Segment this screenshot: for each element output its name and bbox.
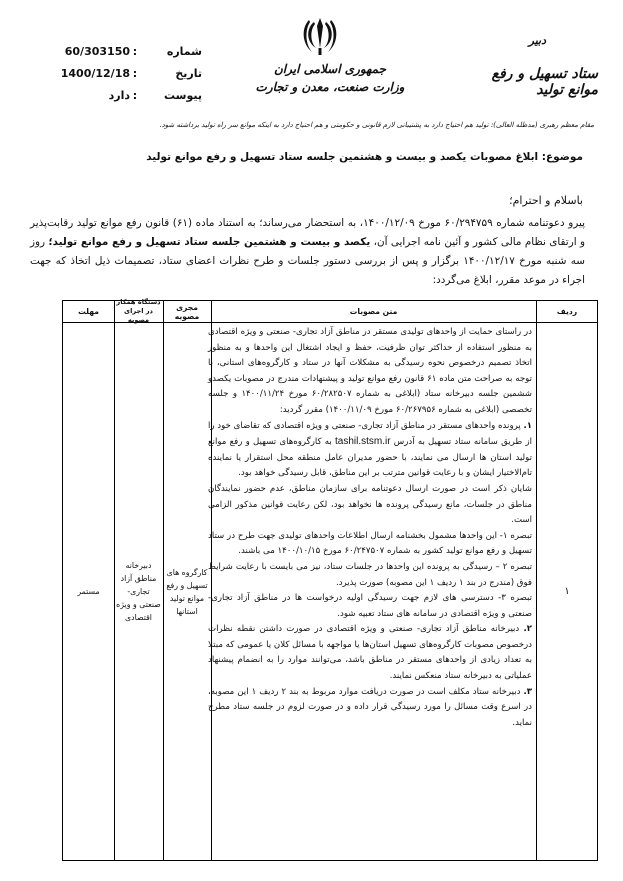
resolution-intro: در راستای حمایت از واحدهای تولیدی مستقر در مناطق آزاد تجاری- صنعتی و ویژه اقتصادی به منظور استفاده از حداکثر توان ظرفیت، حفظ و ایجاد اشتغال این واحدها و به منظور اتخاذ تصمیم درخصوص نحوه رسیدگی به مشکلات آنها در ستاد و کارگروه‌های استانی، با توجه به صراحت متن ماده ۶۱ قانون رفع موانع تولید و پیشنهادات مندرج در مصوبات یکصدو ششمین جلسه دبیرخانه ستاد (ابلاغی به شماره ۶۰/۲۸۲۵۰۷ مورخ ۱۴۰۰/۱۱/۲۴ و جلسه تخصصی (ابلاغی به شماره ۶۰/۲۶۷۹۵۶ مورخ ۱۴۰۰/۱۱/۰۹) مقرر گردید: xyxy=(208,327,533,415)
hq-logo xyxy=(470,32,598,96)
number-row xyxy=(52,40,202,62)
clause-2 xyxy=(208,622,532,684)
greeting: باسلام و احترام؛ xyxy=(509,194,583,207)
intro-paragraph xyxy=(30,214,585,290)
executor-cell: کارگروه های تسهیل و رفع موانع تولید استانها xyxy=(166,567,208,616)
intro-text-1: پیرو دعوتنامه شماره ۶۰/۲۹۴۷۵۹ مورخ ۱۴۰۰/۱۲/۰۹، به استحضار می‌رساند؛ به استناد ماده (۶۱) قانون رفع موانع تولید رقابت‌پذیر و ارتقای نظام مالی کشور و آئین نامه اجرایی آن، xyxy=(30,217,585,248)
clause-1-text-a: پرونده واحدهای مستقر در مناطق آزاد تجاری- صنعتی و ویژه اقتصادی که تقاضای خود را از طریق سامانه ستاد تسهیل به آدرس xyxy=(208,420,532,448)
column-divider xyxy=(163,301,164,860)
clause-2-text: دبیرخانه مناطق آزاد تجاری- صنعتی و ویژه اقتصادی در صورت داشتن نقطه نظرات درخصوص مصوبات کارگروه‌های تسهیل استان‌ها یا مواجهه با مسائل کلان یا عمومی که مبتلا به تعداد زیادی از واحدهای مستقر در مناطق باشد، می‌توانند موارد را به انضمام پیشنهاد عملیاتی به دبیرخانه ستاد منعکس نمایند. xyxy=(208,624,532,682)
clause-3 xyxy=(208,685,532,732)
letter-date: 1400/12/18 xyxy=(60,66,130,80)
hq-secretary: دبیر xyxy=(528,34,546,47)
note-3: تبصره ۳- دسترسی های لازم جهت رسیدگی اولیه درخواست ها در مناطق آزاد تجاری- صنعتی و ویژه اقتصادی در سامانه های ستاد تعبیه شود. xyxy=(208,593,533,619)
resolution-text-cell xyxy=(208,325,532,731)
clause-number: ۱. xyxy=(523,420,532,431)
clause-number: ۳. xyxy=(523,686,532,697)
header-row-number: ردیف xyxy=(536,301,598,323)
leader-quote: مقام معظم رهبری (مدظله العالی): تولید هم احتیاج دارد به پشتیبانی لازم قانونی و حکومتی و هم احتیاج دارد به اینکه موانع سر راه تولید برداشته شود. xyxy=(159,121,594,129)
letter-meta xyxy=(52,40,202,106)
attachment-row xyxy=(52,84,202,106)
header-deadline: مهلت xyxy=(63,301,114,323)
note-2: تبصره ۲ – رسیدگی به پرونده این واحدها در جلسات ستاد، نیز می بایست با رعایت شرایط فوق (مندرج در بند ۱ ردیف ۱ این مصوبه) صورت پذیرد. xyxy=(208,561,532,588)
subject-line: موضوع: ابلاغ مصوبات یکصد و بیست و هشتمین جلسه ستاد تسهیل و رفع موانع تولید xyxy=(146,151,583,163)
header-resolution-text: متن مصوبات xyxy=(211,301,536,323)
clause-3-text: دبیرخانه ستاد مکلف است در صورت دریافت موارد مربوط به بند ۲ ردیف ۱ این مصوبه، در اسرع وقت مسائل را مورد رسیدگی قرار داده و در صورت لزوم در جلسه ستاد مطرح نماید. xyxy=(208,686,532,728)
iran-emblem-icon xyxy=(300,14,340,58)
letter-number: 60/303150 xyxy=(64,44,130,58)
clause-1-text-b: به کارگروه‌های تسهیل و رفع موانع تولید استان ها ارسال می نمایند، با حضور مدیران عامل منطقه محل استقرار یا نماینده تام‌الاختیار ایشان و با رعایت قوانین مترتب بر این مناطق، قابل رسیدگی خواهد بود. xyxy=(208,437,532,479)
attachment-value: دارد xyxy=(108,88,130,102)
row-number: ۱ xyxy=(564,586,570,597)
separator: : xyxy=(132,44,138,58)
header-executor: مجری مصوبه xyxy=(163,301,211,323)
number-label: شماره xyxy=(166,44,202,58)
separator: : xyxy=(132,66,138,80)
header-cooperator: دستگاه همکار در اجرای مصوبه xyxy=(114,301,163,323)
attachment-label: پیوست xyxy=(164,88,202,102)
separator: : xyxy=(132,88,138,102)
hq-name: ستاد تسهیل و رفع موانع تولید xyxy=(491,66,598,98)
cooperator-cell: دبیرخانه مناطق آزاد تجاری- صنعتی و ویژه اقتصادی xyxy=(116,561,161,622)
ministry-heading xyxy=(230,60,430,96)
clause-1 xyxy=(208,419,532,482)
intro-bold: یکصد و بیست و هشتمین جلسه ستاد تسهیل و رفع موانع تولید؛ xyxy=(48,236,371,248)
date-label: تاریخ xyxy=(175,66,202,80)
deadline-cell: مستمر xyxy=(77,587,100,596)
clause-1-note: شایان ذکر است در صورت ارسال دعوتنامه برای سازمان مناطق، عدم حضور نمایندگان مناطق در جلسات، مانع رسیدگی پرونده ها نخواهد بود، لکن رعایت قوانین مذکور الزامی است. xyxy=(208,483,532,526)
date-row xyxy=(52,62,202,84)
note-1: تبصره ۱- این واحدها مشمول بخشنامه ارسال اطلاعات واحدهای تولیدی جهت طرح در ستاد تسهیل و رفع موانع تولید کشور به شماره ۶۰/۲۴۷۵۰۷ مورخ ۱۴۰۰/۱۰/۱۵ می باشند. xyxy=(208,530,532,557)
gov-line-2: وزارت صنعت، معدن و تجارت xyxy=(255,80,405,94)
tashil-portal-link[interactable]: tashil.stsm.ir xyxy=(335,436,391,448)
clause-number: ۲. xyxy=(523,624,532,635)
column-divider xyxy=(114,301,115,860)
resolutions-table xyxy=(62,300,598,861)
intro-text-2: روز سه شنبه مورخ ۱۴۰۰/۱۲/۱۷ برگزار و پس از بررسی دستور جلسات و طرح نظرات اعضای ستاد، تصمیمات ذیل اتخاذ که جهت اجراء در موعد مقرر، ابلاغ می‌گردد: xyxy=(30,236,585,286)
gov-line-1: جمهوری اسلامی ایران xyxy=(273,62,387,76)
